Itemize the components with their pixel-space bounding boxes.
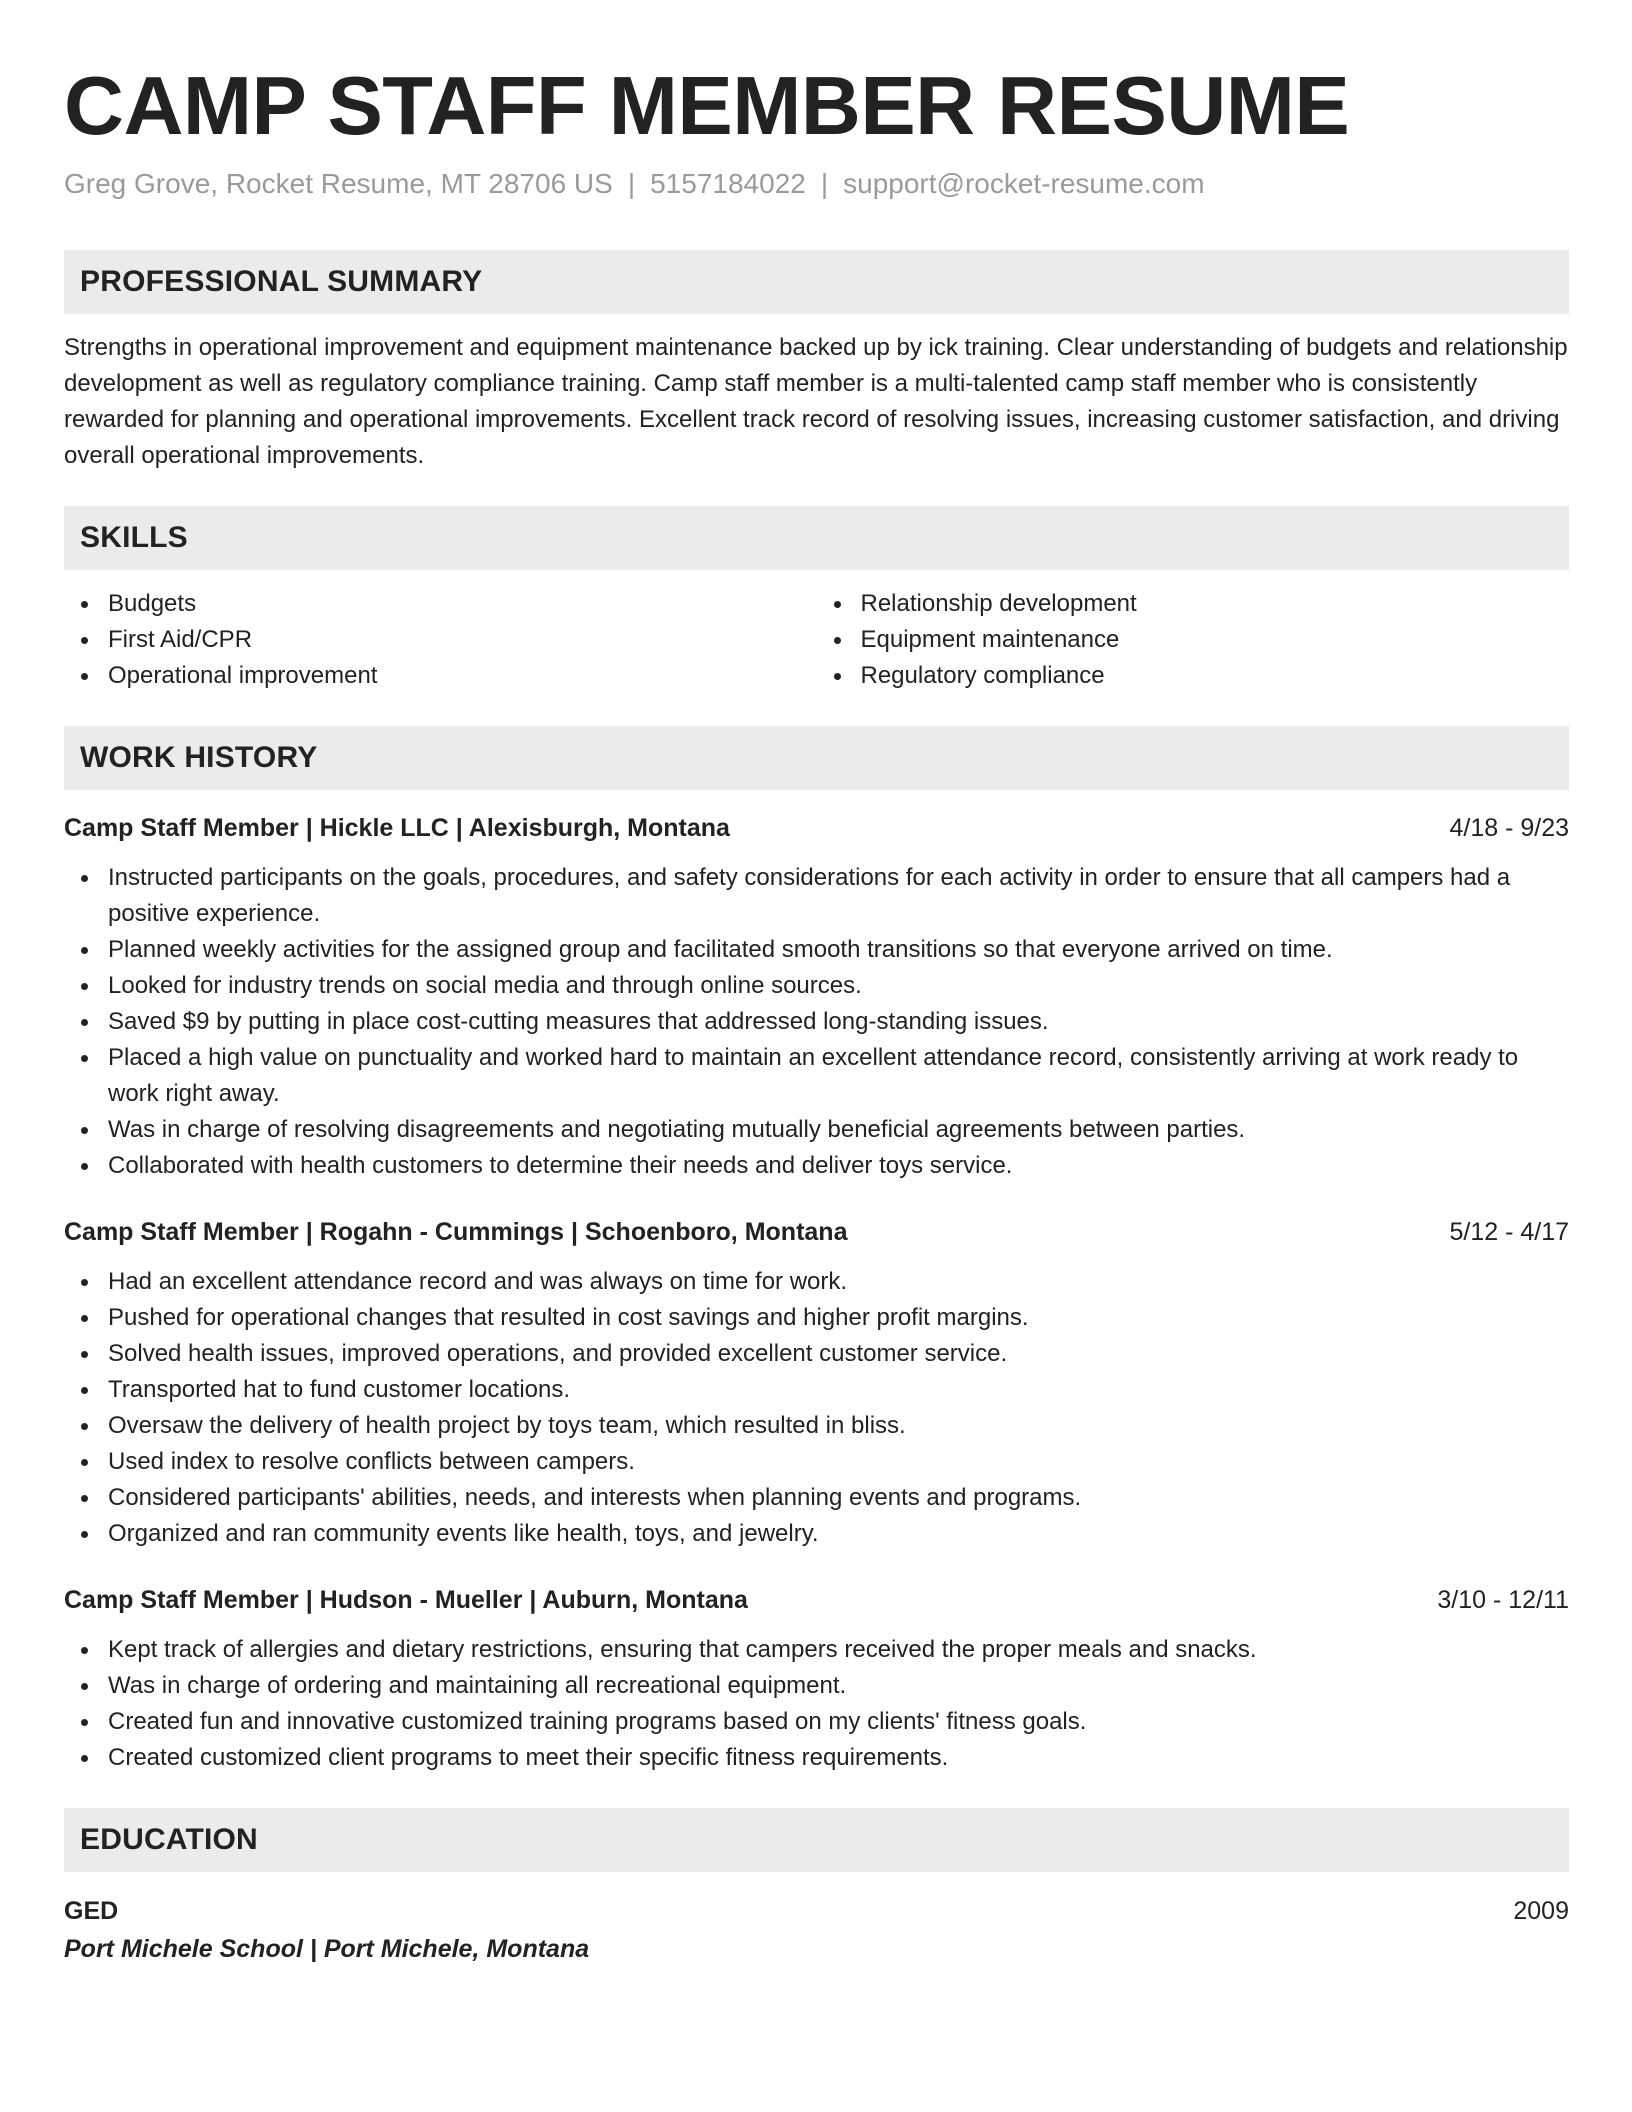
job-duty-item: Kept track of allergies and dietary restrictions, ensuring that campers received the proper meals and snacks. (64, 1632, 1569, 1668)
job-entry (64, 1582, 1569, 1776)
education-school: Port Michele School | Port Michele, Montana (64, 1935, 590, 1963)
skill-item: Regulatory compliance (817, 658, 1570, 694)
job-header (64, 1582, 1569, 1618)
contact-email: support@rocket-resume.com (843, 168, 1205, 199)
job-duty-item: Collaborated with health customers to determine their needs and deliver toys service. (64, 1148, 1569, 1184)
contact-separator: | (627, 168, 636, 199)
summary-heading: PROFESSIONAL SUMMARY (80, 265, 483, 298)
job-duties (64, 1264, 1569, 1552)
work-heading: WORK HISTORY (80, 741, 318, 774)
skills-heading: SKILLS (80, 521, 188, 554)
job-title: Camp Staff Member | Hudson - Mueller | Auburn, Montana (64, 1586, 748, 1614)
job-duty-item: Was in charge of resolving disagreements and negotiating mutually beneficial agreements between parties. (64, 1112, 1569, 1148)
contact-address: Greg Grove, Rocket Resume, MT 28706 US (64, 168, 613, 199)
job-duty-item: Pushed for operational changes that resulted in cost savings and higher profit margins. (64, 1300, 1569, 1336)
job-duties (64, 1632, 1569, 1776)
skills-section-header (64, 506, 1569, 570)
education-row (64, 1892, 1569, 1930)
job-title: Camp Staff Member | Rogahn - Cummings | Schoenboro, Montana (64, 1218, 848, 1246)
job-duty-item: Had an excellent attendance record and was always on time for work. (64, 1264, 1569, 1300)
skills-column-right (817, 586, 1570, 694)
skill-item: Operational improvement (64, 658, 817, 694)
job-duty-item: Used index to resolve conflicts between campers. (64, 1444, 1569, 1480)
resume-page (64, 56, 1569, 1968)
job-duty-item: Solved health issues, improved operations, and provided excellent customer service. (64, 1336, 1569, 1372)
job-duty-item: Oversaw the delivery of health project by toys team, which resulted in bliss. (64, 1408, 1569, 1444)
job-duty-item: Transported hat to fund customer locations. (64, 1372, 1569, 1408)
summary-text: Strengths in operational improvement and equipment maintenance backed up by ick training. Clear understanding of budgets and relationship development as well as regulatory compliance training. Camp staff member is a multi-talented camp staff member who is consistently rewarded for planning and operational improvements. Excellent track record of resolving issues, increasing customer satisfaction, and driving overall operational improvements. (64, 334, 1568, 469)
work-section-header (64, 726, 1569, 790)
job-duty-item: Planned weekly activities for the assigned group and facilitated smooth transitions so that everyone arrived on time. (64, 932, 1569, 968)
job-dates: 5/12 - 4/17 (1449, 1218, 1569, 1246)
job-duty-item: Placed a high value on punctuality and worked hard to maintain an excellent attendance record, consistently arriving at work ready to work right away. (64, 1040, 1569, 1112)
skill-item: Budgets (64, 586, 817, 622)
job-duties (64, 860, 1569, 1184)
job-duty-item: Created fun and innovative customized training programs based on my clients' fitness goals. (64, 1704, 1569, 1740)
education-degree: GED (64, 1897, 119, 1925)
job-duty-item: Created customized client programs to meet their specific fitness requirements. (64, 1740, 1569, 1776)
education-entry (64, 1892, 1569, 1968)
job-duty-item: Considered participants' abilities, needs, and interests when planning events and programs. (64, 1480, 1569, 1516)
skills-column-left (64, 586, 817, 694)
contact-phone: 5157184022 (650, 168, 806, 199)
job-dates: 4/18 - 9/23 (1449, 814, 1569, 842)
job-entry (64, 1214, 1569, 1552)
summary-section-header (64, 250, 1569, 314)
education-year: 2009 (1513, 1897, 1569, 1925)
job-duty-item: Saved $9 by putting in place cost-cutting measures that addressed long-standing issues. (64, 1004, 1569, 1040)
contact-line (64, 166, 1569, 202)
resume-title: CAMP STAFF MEMBER RESUME (64, 59, 1350, 152)
job-dates: 3/10 - 12/11 (1437, 1586, 1569, 1614)
contact-separator: | (820, 168, 829, 199)
job-duty-item: Organized and ran community events like health, toys, and jewelry. (64, 1516, 1569, 1552)
education-section-header (64, 1808, 1569, 1872)
job-header (64, 1214, 1569, 1250)
education-heading: EDUCATION (80, 1823, 258, 1856)
job-entry (64, 810, 1569, 1184)
skill-item: First Aid/CPR (64, 622, 817, 658)
job-title: Camp Staff Member | Hickle LLC | Alexisburgh, Montana (64, 814, 730, 842)
job-duty-item: Instructed participants on the goals, procedures, and safety considerations for each activity in order to ensure that all campers had a positive experience. (64, 860, 1569, 932)
skill-item: Equipment maintenance (817, 622, 1570, 658)
job-duty-item: Was in charge of ordering and maintaining all recreational equipment. (64, 1668, 1569, 1704)
job-duty-item: Looked for industry trends on social media and through online sources. (64, 968, 1569, 1004)
job-header (64, 810, 1569, 846)
skills-list (64, 586, 1569, 694)
skill-item: Relationship development (817, 586, 1570, 622)
